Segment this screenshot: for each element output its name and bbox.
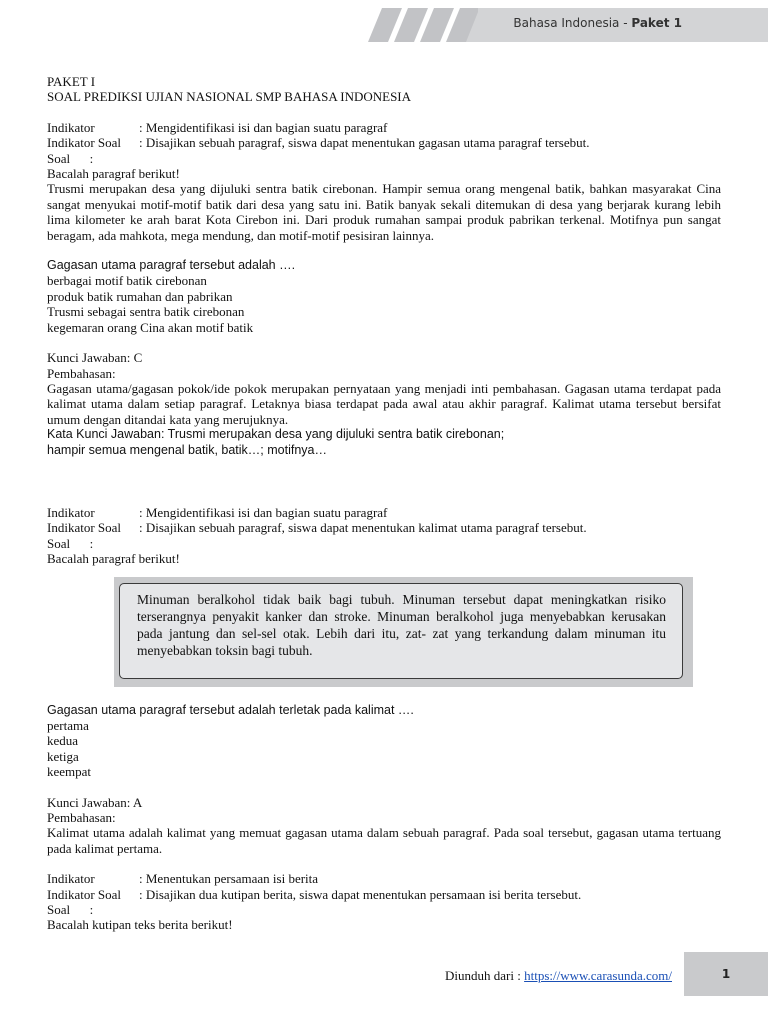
q1-pembahasan: Gagasan utama/gagasan pokok/ide pokok merupakan pernyataan yang menjadi inti pembahasan. Gagasan utama terdapat pada kalimat utama dalam setiap paragraf. Letaknya biasa terdapat pada awal atau akhir paragraf. Kalimat utama tersebut bersifat umum dengan ditandai kata yang merujuknya. <box>47 380 721 427</box>
q2-box-text: Minuman beralkohol tidak baik bagi tubuh. Minuman tersebut dapat meningkatkan risiko terserangnya penyakit kanker dan stroke. Minuman beralkohol juga menyebabkan kerusakan pada jantung dan sel-sel otak. Lebih dari itu, zat- zat yang terkandung dalam minuman itu menyebabkan toksin bagi tubuh. <box>119 583 683 679</box>
q2-instruction: Bacalah paragraf berikut! <box>47 551 180 567</box>
q3-indikator: Indikator : Menentukan persamaan isi berita <box>47 871 319 887</box>
q2-pembahasan-label: Pembahasan: <box>47 810 116 825</box>
doc-title-line1: PAKET I <box>47 74 96 89</box>
q2-option-4: keempat <box>47 764 92 780</box>
q1-indikator-soal: Indikator Soal : Disajikan sebuah paragraf, siswa dapat menentukan gagasan utama paragraf tersebut. <box>47 135 590 151</box>
document-body <box>47 74 721 933</box>
q2-soal-label: Soal : <box>47 535 94 551</box>
footer-source <box>445 968 672 984</box>
q1-kunci-jawaban: Kunci Jawaban: C <box>47 350 143 366</box>
q3-instruction: Bacalah kutipan teks berita berikut! <box>47 917 233 933</box>
header-stripes-decoration <box>368 8 478 42</box>
q2-paragraph-box <box>114 577 693 687</box>
q2-question: Gagasan utama paragraf tersebut adalah terletak pada kalimat …. <box>47 702 414 717</box>
q1-soal-label: Soal : <box>47 150 94 166</box>
q1-option-4: kegemaran orang Cina akan motif batik <box>47 319 254 335</box>
q2-option-1: pertama <box>47 717 89 733</box>
q2-option-2: kedua <box>47 733 79 749</box>
q2-pembahasan: Kalimat utama adalah kalimat yang memuat gagasan utama dalam sebuah paragraf. Pada soal tersebut, gagasan utama tertuang pada kalimat pertama. <box>47 825 721 856</box>
q1-option-3: Trusmi sebagai sentra batik cirebonan <box>47 304 245 320</box>
q1-instruction: Bacalah paragraf berikut! <box>47 166 180 182</box>
q1-question: Gagasan utama paragraf tersebut adalah …. <box>47 258 296 273</box>
q2-option-3: ketiga <box>47 748 79 764</box>
q1-kata-kunci-2: hampir semua mengenal batik, batik…; motifnya… <box>47 442 327 457</box>
header-title: Bahasa Indonesia - Paket 1 <box>513 16 682 30</box>
doc-title-line2: SOAL PREDIKSI UJIAN NASIONAL SMP BAHASA INDONESIA <box>47 89 412 105</box>
page-number: 1 <box>684 952 768 996</box>
q2-indikator: Indikator : Mengidentifikasi isi dan bagian suatu paragraf <box>47 504 388 520</box>
q1-pembahasan-label: Pembahasan: <box>47 365 116 381</box>
q2-kunci-jawaban: Kunci Jawaban: A <box>47 794 143 810</box>
q3-soal-label: Soal : <box>47 902 94 918</box>
footer-link[interactable]: https://www.carasunda.com/ <box>524 968 672 983</box>
q1-indikator: Indikator : Mengidentifikasi isi dan bagian suatu paragraf <box>47 119 388 135</box>
q1-paragraph: Trusmi merupakan desa yang dijuluki sentra batik cirebonan. Hampir semua orang mengenal batik, bahkan masyarakat Cina sangat menyukai motif-motif batik dari desa yang satu ini. Batik banyak sekali ditemukan di desa yang berjarak kurang lebih lima kilometer ke arah barat Kota Cirebon ini. Dari produk rumahan sampai produk pabrikan terkenal. Motifnya pun sangat beragam, ada mahkota, mega mendung, dan motif-motif pesisiran lainnya. <box>47 181 721 243</box>
q2-indikator-soal: Indikator Soal : Disajikan sebuah paragraf, siswa dapat menentukan kalimat utama paragraf tersebut. <box>47 520 587 536</box>
footer-prefix: Diunduh dari : <box>445 968 525 983</box>
q1-kata-kunci-1: Kata Kunci Jawaban: Trusmi merupakan desa yang dijuluki sentra batik cirebonan; <box>47 427 505 442</box>
q1-option-2: produk batik rumahan dan pabrikan <box>47 288 233 304</box>
q3-indikator-soal: Indikator Soal : Disajikan dua kutipan berita, siswa dapat menentukan persamaan isi berita tersebut. <box>47 886 582 902</box>
q1-option-1: berbagai motif batik cirebonan <box>47 273 207 289</box>
